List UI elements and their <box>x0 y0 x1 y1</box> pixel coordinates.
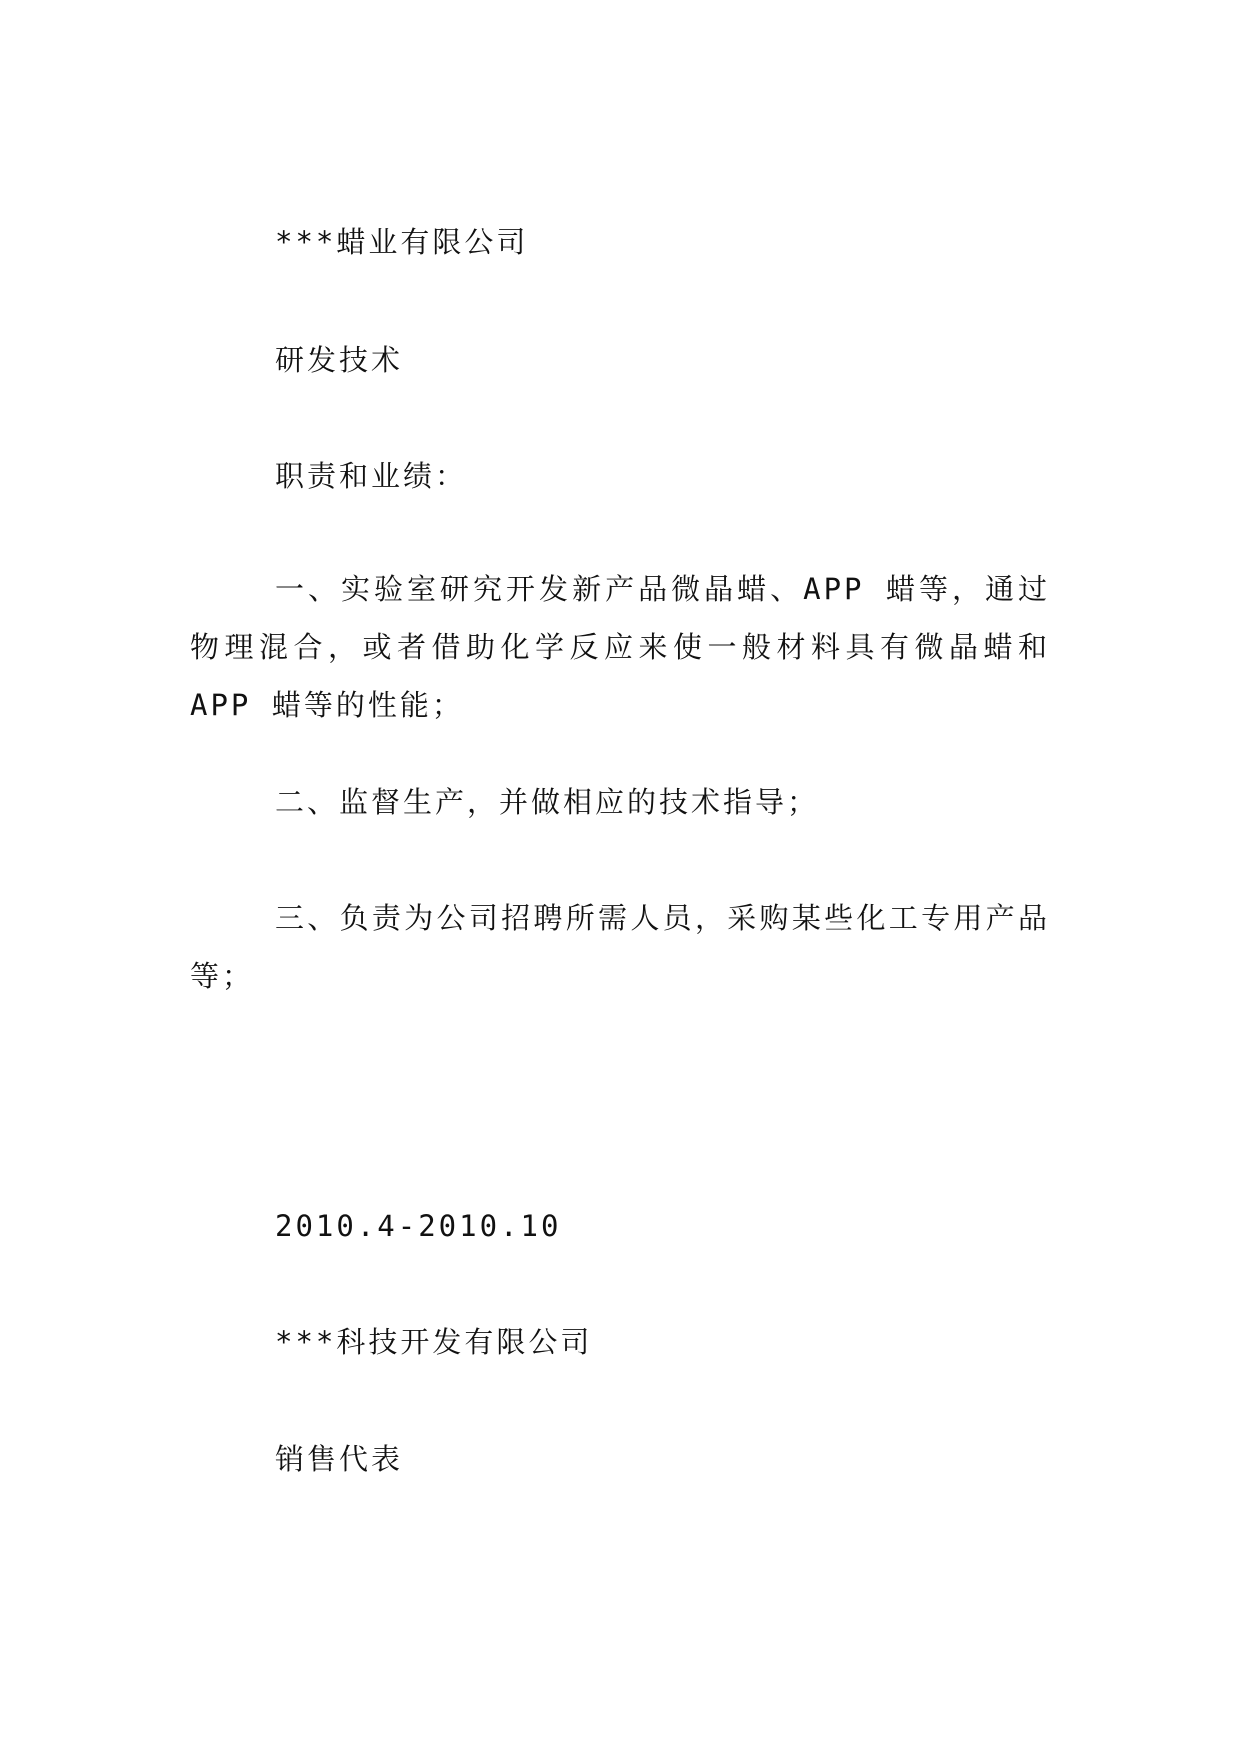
job-position: 研发技术 <box>275 343 404 377</box>
duty-item: 二、监督生产，并做相应的技术指导； <box>275 785 820 819</box>
duty-item: 三、负责为公司招聘所需人员，采购某些化工专用产品等； <box>190 901 1050 993</box>
company-name: ***科技开发有限公司 <box>275 1325 593 1359</box>
duty-item: 一、实验室研究开发新产品微晶蜡、APP 蜡等，通过物理混合，或者借助化学反应来使一般材料具有微晶蜡和 APP 蜡等的性能； <box>190 572 1050 722</box>
job-position: 销售代表 <box>275 1442 404 1476</box>
company-name: ***蜡业有限公司 <box>275 225 529 259</box>
duties-heading: 职责和业绩： <box>275 459 468 493</box>
employment-period: 2010.4-2010.10 <box>275 1209 562 1243</box>
